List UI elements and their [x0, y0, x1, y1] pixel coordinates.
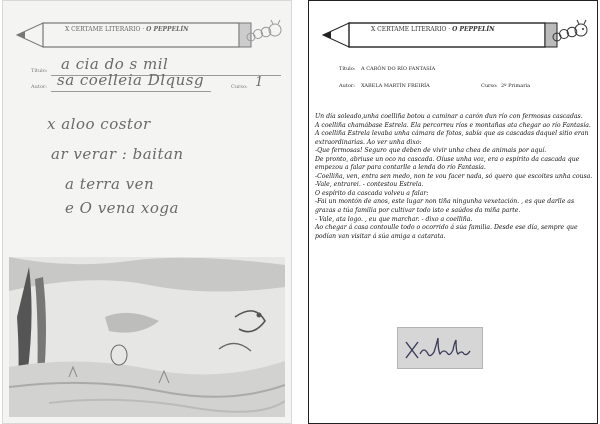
- handwritten-line: e O vena xoga: [65, 199, 179, 217]
- course-field-label: Curso:: [231, 84, 248, 90]
- handwritten-title: a cia do s mil: [61, 55, 169, 73]
- story-paragraph: O espírito da cascada volveu a falar:: [315, 189, 429, 197]
- handwritten-line: ar verar : baitan: [51, 145, 184, 163]
- story-paragraph: -Coelliña, ven, entra sen medo, non te vou facer nada, só quero que escoites unha cousa.: [315, 172, 593, 180]
- story-paragraph: -Fai un montón de anos, este lugar non tiña ningunha vexetación. , es que darlle as grazas a túa familia por cultivar todo isto e saúdos da miña parte.: [315, 198, 575, 215]
- handwritten-author: sa coelleia Dlqusg: [57, 71, 205, 89]
- story-paragraph: A coelliña Estrela levaba unha cámara de fotos, sabía que as cascadas daquel sitio eran extraordinarias. Ao ver unha dixo:: [315, 130, 589, 146]
- story-paragraph: A coelliña chamábase Estrela. Ela percorreu ríos e montañas ata chegar ao río Fantasía.: [315, 121, 591, 129]
- title-field-label: Título:: [31, 68, 48, 74]
- typed-transcription-page: [308, 0, 598, 424]
- author-label: Autor:: [339, 83, 355, 89]
- handwritten-course: 1: [255, 75, 264, 90]
- story-paragraph: -Que fermosas! Seguro que deben de vivir unha chea de animais por aquí.: [315, 147, 547, 155]
- story-paragraph: De pronto, abriuse un oco na cascada. Oíuse unha voz, era o espírito da cascada que empezou a falar para contarlle a lenda do río Fantasía.: [315, 155, 580, 172]
- banner-title: X CERTAME LITERARIO · O PEPPELÍN: [371, 26, 495, 33]
- banner-title: X CERTAME LITERARIO · O PEPPELÍN: [65, 26, 189, 33]
- signature-image: [397, 327, 483, 369]
- story-paragraph: Un día soleado,unha coelliña botou a caminar a carón dun río con fermosas cascadas.: [315, 113, 583, 120]
- caterpillar-icon: [551, 19, 591, 43]
- title-label: Título:: [339, 66, 356, 72]
- signature-scribble: [398, 328, 484, 370]
- author-field-label: Autor:: [31, 84, 47, 90]
- story-paragraph: - Vale, ata logo. , eu que marchar. - dixo a coelliña.: [315, 215, 473, 223]
- author-field-line: [51, 91, 211, 92]
- scanned-handwritten-page: [2, 0, 292, 424]
- caterpillar-icon: [245, 19, 285, 43]
- story-paragraph: -Vale, entrarei. - contestou Estrela.: [315, 181, 424, 189]
- author-name: XABELA MARTÍN FREIRÍA: [361, 83, 430, 89]
- course-label: Curso:: [481, 83, 498, 89]
- pencil-banner: [319, 15, 591, 55]
- story-title: A CARÓN DO RÍO FANTASÍA: [361, 66, 436, 72]
- child-drawing-river-scene: [9, 257, 285, 417]
- handwritten-line: x aloo costor: [47, 115, 151, 133]
- story-paragraph: Ao chegar á casa contoulle todo o ocorrido á súa familia. Desde ese día, sempre que podían van visitar á súa amiga a catarata.: [315, 224, 578, 240]
- pencil-banner: [13, 15, 285, 55]
- story-text: [315, 113, 593, 241]
- handwritten-line: a terra ven: [65, 175, 155, 193]
- course-value: 2º Primaria: [501, 83, 531, 89]
